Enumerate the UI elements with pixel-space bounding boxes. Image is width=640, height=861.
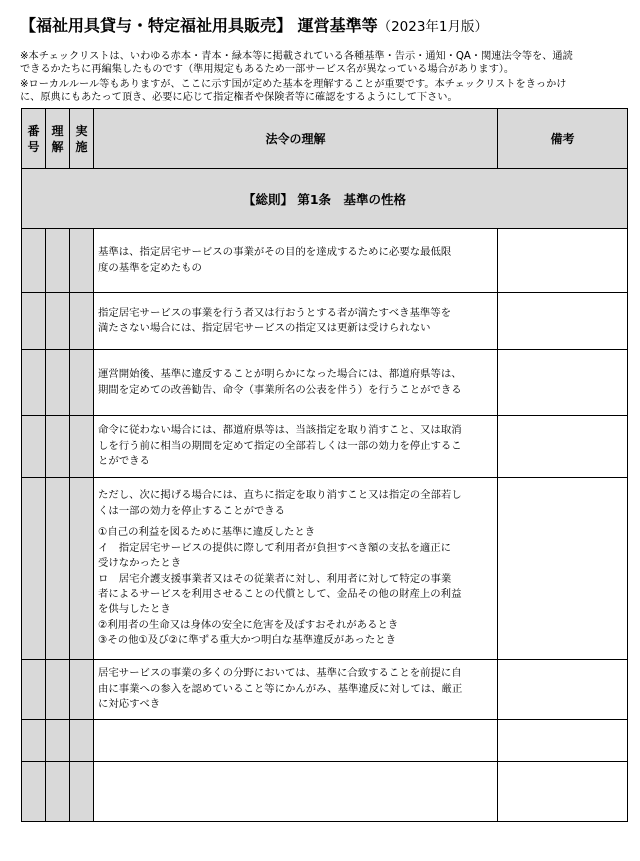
header-number-l2: 号 [27,139,40,154]
law-text-line: 度の基準を定めたもの [98,261,202,274]
section-title-row [22,169,628,229]
implementation-check-cell[interactable] [70,478,94,660]
remarks-cell[interactable] [498,720,628,762]
number-cell [22,293,46,350]
number-cell [22,229,46,293]
law-text-line: 期間を定めての改善勧告、命令（事業所名の公表を伴う）を行うことができる [98,383,462,396]
empty-table-row [22,720,628,762]
header-understanding-l2: 解 [51,139,64,154]
table-row [22,660,628,720]
law-text-line: 居宅サービスの事業の多くの分野においては、基準に合致することを前提に自 [98,667,462,680]
law-text-line: ロ 居宅介護支援事業者又はその従業者に対し、利用者に対して特定の事業 [98,572,452,585]
implementation-check-cell[interactable] [70,762,94,822]
law-text-line: くは一部の効力を停止することができる [98,504,286,517]
table-row [22,293,628,350]
table-row [22,416,628,478]
law-text-cell [94,416,498,478]
header-law: 法令の理解 [94,109,498,169]
number-cell [22,720,46,762]
implementation-check-cell[interactable] [70,720,94,762]
law-text-line: 者によるサービスを利用させることの代償として、金品その他の財産上の利益 [98,587,462,600]
law-text-line: ②利用者の生命又は身体の安全に危害を及ぼすおそれがあるとき [98,618,399,631]
understanding-check-cell[interactable] [46,660,70,720]
title-main: 【福祉用具貸与・特定福祉用具販売】 運営基準等 [20,16,378,35]
intro-line-1: ※本チェックリストは、いわゆる赤本・青本・緑本等に掲載されている各種基準・告示・通知・QA・関連法令等を、通読 [20,51,573,62]
header-implementation-l1: 実 [75,123,88,138]
law-text-line: とができる [98,455,150,468]
law-text-line: を供与したとき [98,603,171,616]
remarks-cell[interactable] [498,762,628,822]
header-implementation [70,109,94,169]
remarks-cell[interactable] [498,229,628,293]
understanding-check-cell[interactable] [46,478,70,660]
law-text-cell [94,478,498,660]
intro-line-4: に、原典にもあたって頂き、必要に応じて指定権者や保険者等に確認をするようにして下さい。 [20,92,458,103]
understanding-check-cell[interactable] [46,350,70,416]
number-cell [22,416,46,478]
law-text-line: イ 指定居宅サービスの提供に際して利用者が負担すべき額の支払を適正に [98,541,452,554]
understanding-check-cell[interactable] [46,293,70,350]
number-cell [22,762,46,822]
number-cell [22,478,46,660]
implementation-check-cell[interactable] [70,229,94,293]
law-text-cell [94,350,498,416]
understanding-check-cell[interactable] [46,229,70,293]
remarks-cell[interactable] [498,478,628,660]
law-text-cell [94,293,498,350]
implementation-check-cell[interactable] [70,416,94,478]
empty-table-row [22,762,628,822]
law-text-line: に対応すべき [98,698,161,711]
number-cell [22,660,46,720]
intro-line-3: ※ローカルルール等もありますが、ここに示す国が定めた基本を理解することが重要です。本チェックリストをきっかけ [20,79,567,90]
law-text-line: 満たさない場合には、指定居宅サービスの指定又は更新は受けられない [98,322,431,334]
table-header-row [22,109,628,169]
remarks-cell[interactable] [498,350,628,416]
intro-line-2: できるかたちに再編集したものです（準用規定もあるため一部サービス名が異なっている場合があります）。 [20,64,515,75]
implementation-check-cell[interactable] [70,660,94,720]
law-text-line: しを行う前に相当の期間を定めて指定の全部若しくは一部の効力を停止するこ [98,439,462,452]
law-text-line: 命令に従わない場合には、都道府県等は、当該指定を取り消すこと、又は取消 [98,424,462,437]
header-understanding-l1: 理 [51,123,64,138]
law-text-cell [94,660,498,720]
section-title: 【総則】 第1条 基準の性格 [22,169,628,229]
law-text-line: ①自己の利益を図るために基準に違反したとき [98,526,316,539]
implementation-check-cell[interactable] [70,350,94,416]
law-text-line: 運営開始後、基準に違反することが明らかになった場合には、都道府県等は、 [98,368,462,381]
implementation-check-cell[interactable] [70,293,94,350]
header-remarks: 備考 [498,109,628,169]
remarks-cell[interactable] [498,416,628,478]
number-cell [22,350,46,416]
law-text-line: 由に事業への参入を認めていること等にかんがみ、基準違反に対しては、厳正 [98,682,463,695]
table-row [22,350,628,416]
table-row [22,229,628,293]
table-row [22,478,628,660]
law-text-line: ただし、次に掲げる場合には、直ちに指定を取り消すこと又は指定の全部若し [98,489,462,502]
header-understanding [46,109,70,169]
law-text-cell [94,720,498,762]
law-text-line: ③その他①及び②に準ずる重大かつ明白な基準違反があったとき [98,634,396,647]
checklist-table [21,108,628,822]
understanding-check-cell[interactable] [46,416,70,478]
header-number [22,109,46,169]
header-implementation-l2: 施 [75,139,88,154]
title-edition: （2023年1月版） [377,19,489,35]
law-text-cell [94,229,498,293]
understanding-check-cell[interactable] [46,762,70,822]
header-number-l1: 番 [27,123,40,138]
law-text-cell [94,762,498,822]
remarks-cell[interactable] [498,660,628,720]
law-text-line: 受けなかったとき [98,557,182,570]
law-text-line: 指定居宅サービスの事業を行う者又は行おうとする者が満たすべき基準等を [98,306,452,319]
law-text-line: 基準は、指定居宅サービスの事業がその目的を達成するために必要な最低限 [98,246,452,259]
remarks-cell[interactable] [498,293,628,350]
understanding-check-cell[interactable] [46,720,70,762]
page-title [20,13,488,36]
